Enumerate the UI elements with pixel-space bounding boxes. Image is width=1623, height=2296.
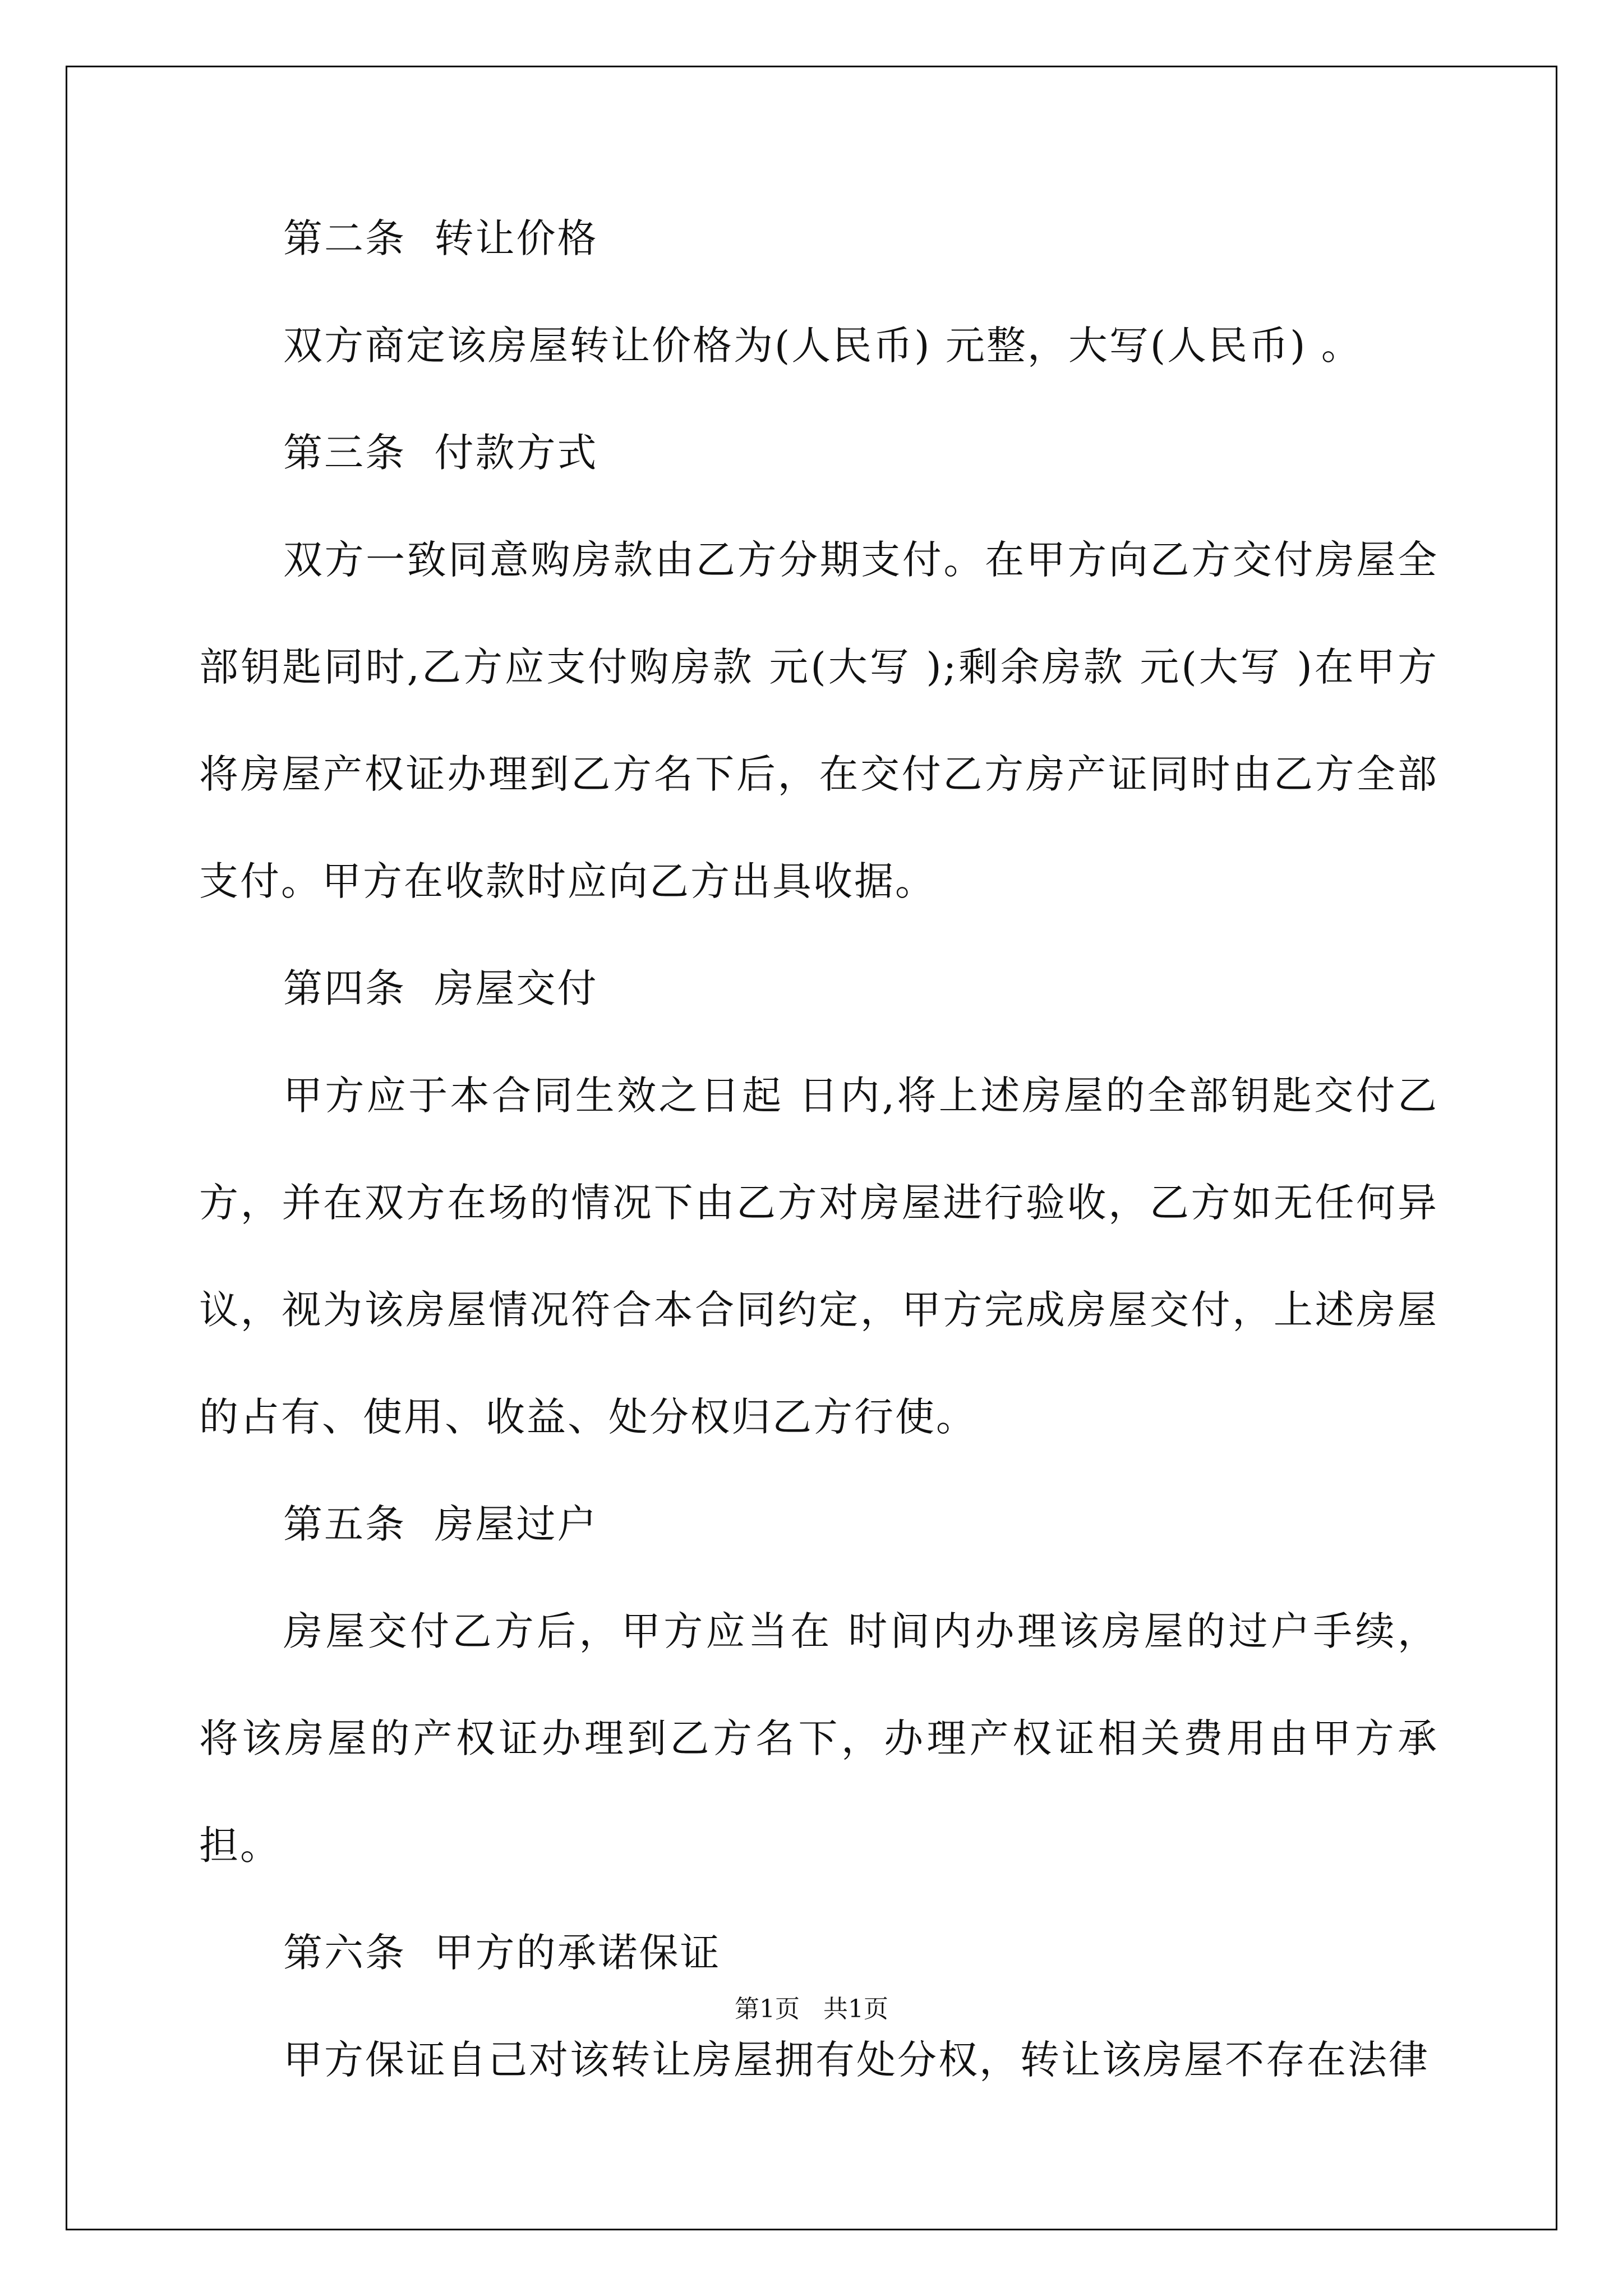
article-4-paragraph: 甲方应于本合同生效之日起 日内,将上述房屋的全部钥匙交付乙方，并在双方在场的情况下由乙方对房屋进行验收，乙方如无任何异议，视为该房屋情况符合本合同约定，甲方完成房屋交付，上述房屋的占有、使用、收益、处分权归乙方行使。 (199, 1073, 1438, 1440)
article-6-paragraph: 甲方保证自己对该转让房屋拥有处分权，转让该房屋不存在法律 (283, 2037, 1430, 2083)
article-3-heading: 第三条 付款方式 (283, 430, 598, 476)
article-5-paragraph: 房屋交付乙方后，甲方应当在 时间内办理该房屋的过户手续，将该房屋的产权证办理到乙方名下，办理产权证相关费用由甲方承担。 (199, 1608, 1438, 1869)
article-2-paragraph: 双方商定该房屋转让价格为(人民币) 元整，大写(人民币) 。 (283, 323, 1362, 369)
article-2-heading: 第二条 转让价格 (283, 215, 598, 261)
page-number-footer: 第1页 共1页 (735, 1995, 888, 2023)
document-body (199, 185, 1438, 2114)
article-4-heading: 第四条 房屋交付 (283, 965, 598, 1011)
article-6-heading: 第六条 甲方的承诺保证 (283, 1930, 721, 1976)
article-3-paragraph: 双方一致同意购房款由乙方分期支付。在甲方向乙方交付房屋全部钥匙同时,乙方应支付购房款 元(大写 );剩余房款 元(大写 )在甲方将房屋产权证办理到乙方名下后，在交付乙方房产证同时由乙方全部支付。甲方在收款时应向乙方出具收据。 (199, 537, 1438, 904)
article-5-heading: 第五条 房屋过户 (283, 1501, 598, 1547)
